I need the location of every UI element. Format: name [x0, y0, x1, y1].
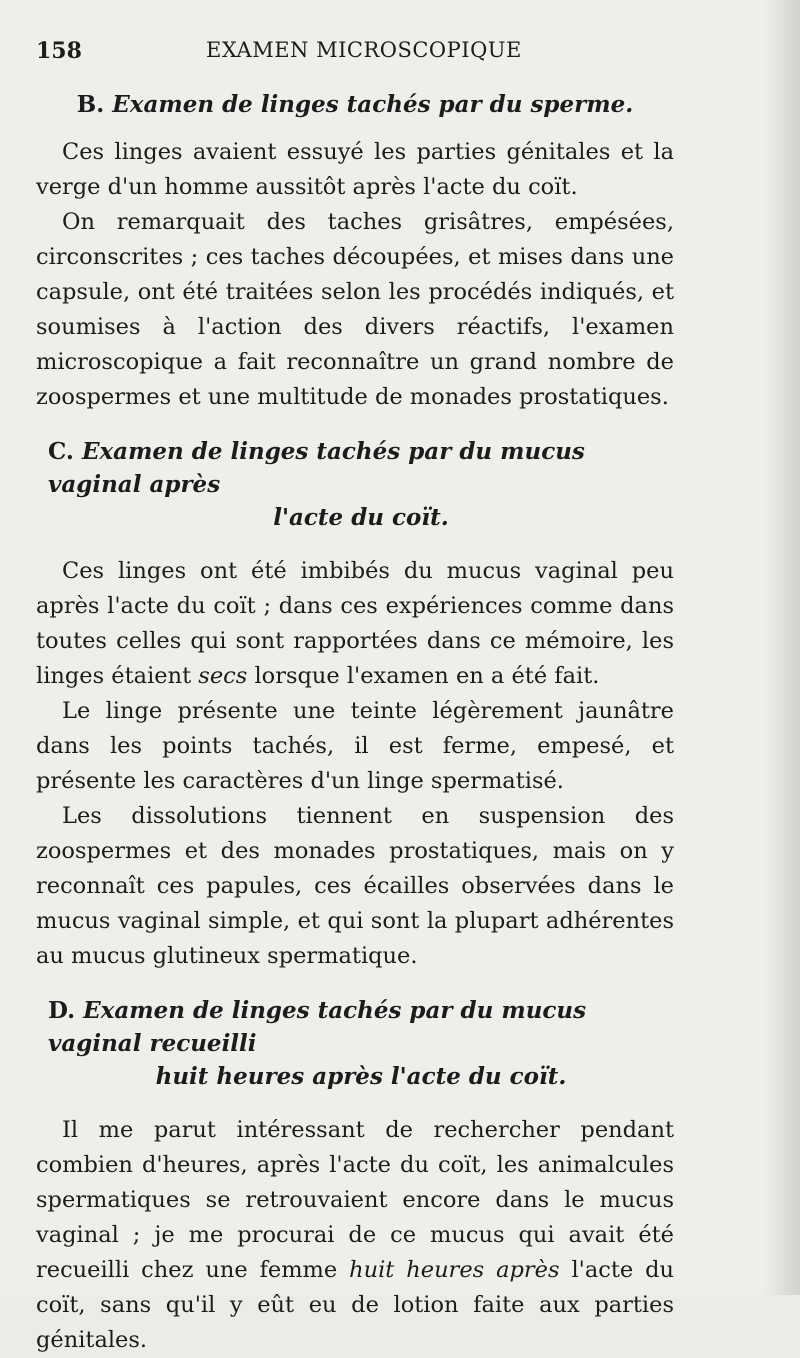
- section-c-title: [36, 435, 674, 534]
- section-c-paragraph-3: Les dissolutions tiennent en suspension des zoospermes et des monades prostatiques, mais on y reconnaît ces papules, ces écailles observées dans le mucus vaginal simple, et qui sont la plupart adhérentes au mucus glutineux spermatique.: [36, 803, 674, 969]
- section-c-letter: C.: [48, 438, 74, 465]
- section-b-letter: B.: [76, 91, 105, 118]
- section-c-paragraph-2: Le linge présente une teinte légèrement jaunâtre dans les points tachés, il est ferme, empesé, et présente les caractères d'un linge spermatisé.: [36, 698, 674, 794]
- section-d-title-line-2: huit heures après l'acte du coït.: [155, 1063, 567, 1090]
- section-d-title-line-1: Examen de linges tachés par du mucus vaginal recueilli: [48, 997, 587, 1057]
- page-body: [36, 88, 674, 1358]
- section-b-title: [36, 88, 674, 121]
- section-b-paragraph-1: Ces linges avaient essuyé les parties génitales et la verge d'un homme aussitôt après l'acte du coït.: [36, 139, 674, 200]
- page-number: 158: [36, 38, 82, 64]
- section-b-paragraph-2: On remarquait des taches grisâtres, empésées, circonscrites ; ces taches découpées, et mises dans une capsule, ont été traitées selon les procédés indiqués, et soumises à l'action des divers réactifs, l'examen microscopique a fait reconnaître un grand nombre de zoospermes et une multitude de monades prostatiques.: [36, 209, 674, 410]
- section-d-p1-emphasis: huit heures après: [349, 1257, 560, 1283]
- section-b-title-text: Examen de linges tachés par du sperme.: [112, 91, 634, 118]
- section-d-letter: D.: [48, 997, 76, 1024]
- section-d-p1-text-a: Il me parut intéressant de rechercher pendant combien d'heures, après l'acte du coït, les animalcules spermatiques se retrouvaient encore dans le mucus vaginal ; je me procurai de ce mucus qui avait été recueilli chez une femme: [36, 1117, 674, 1283]
- section-d-title: [36, 994, 674, 1093]
- section-c-title-line-2: l'acte du coït.: [273, 504, 449, 531]
- section-d-paragraph-1: [36, 1113, 674, 1358]
- section-c-p1-emphasis: secs: [198, 663, 248, 689]
- section-d-p1-text-b: l'acte du coït, sans qu'il y eût eu de lotion faite aux parties génitales.: [36, 1257, 675, 1353]
- section-c-paragraph-1: [36, 554, 674, 694]
- section-c-p1-text-b: lorsque l'examen en a été fait.: [247, 663, 600, 689]
- page-header: [36, 38, 700, 68]
- section-c-p1-text-a: Ces linges ont été imbibés du mucus vaginal peu après l'acte du coït ; dans ces expériences comme dans toutes celles qui sont rapportées dans ce mémoire, les linges étaient: [36, 558, 674, 689]
- running-head: EXAMEN MICROSCOPIQUE: [206, 38, 522, 62]
- section-c-title-line-1: Examen de linges tachés par du mucus vaginal après: [48, 438, 585, 498]
